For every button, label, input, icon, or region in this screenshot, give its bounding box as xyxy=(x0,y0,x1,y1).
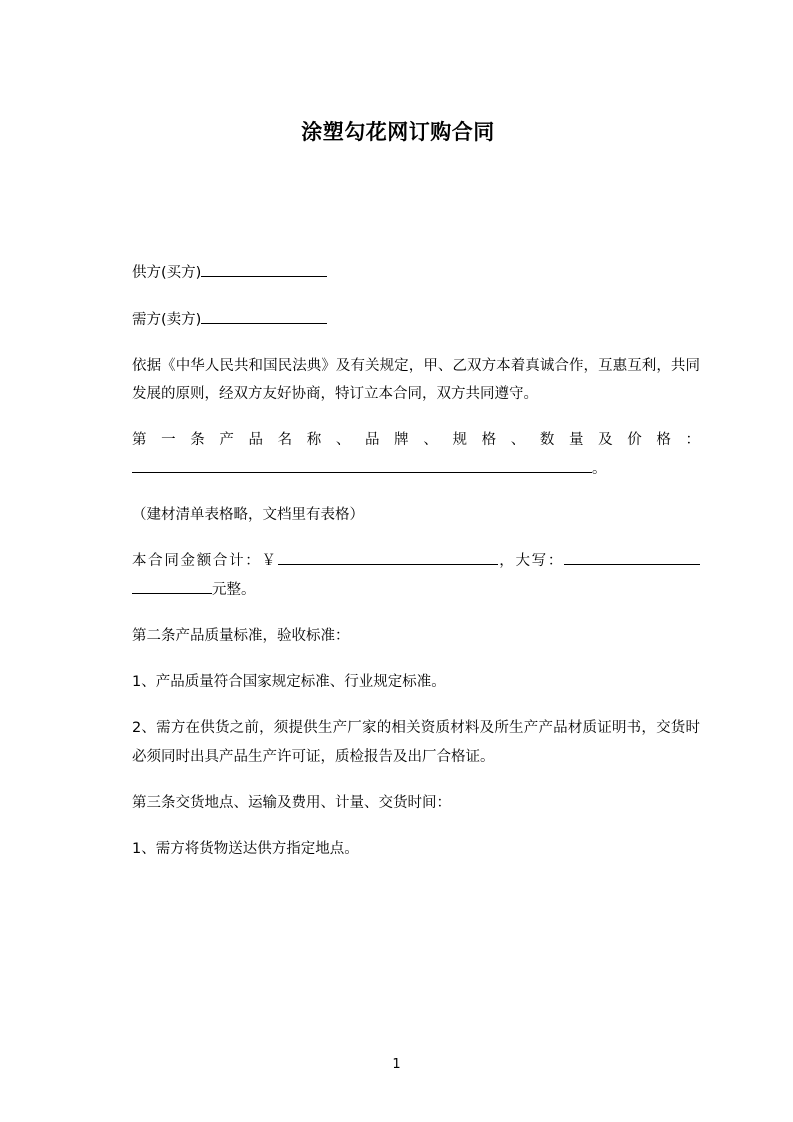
amount-tail: 元整。 xyxy=(212,581,256,598)
clause-1-text: 第一条产品名称、品牌、规格、数量及价格： xyxy=(132,432,700,449)
supplier-line xyxy=(96,259,700,287)
demander-line xyxy=(96,306,700,334)
clause-2-item-1-paragraph xyxy=(96,668,700,696)
preamble-paragraph xyxy=(96,352,700,409)
amount-figure-blank[interactable] xyxy=(278,550,498,566)
table-note-text: （建材清单表格略，文档里有表格） xyxy=(132,506,364,523)
amount-paragraph xyxy=(96,547,700,604)
clause-2-text: 第二条产品质量标准，验收标准： xyxy=(132,627,350,644)
clause-2-item-2-paragraph xyxy=(96,714,700,771)
clause-2-item-2-text: 2、需方在供货之前，须提供生产厂家的相关资质材料及所生产产品材质证明书，交货时必须同时出具产品生产许可证，质检报告及出厂合格证。 xyxy=(132,720,700,765)
clause-3-text: 第三条交货地点、运输及费用、计量、交货时间： xyxy=(132,794,451,811)
document-body xyxy=(96,118,700,881)
clause-1-blank-a[interactable] xyxy=(132,457,432,473)
title-spacer xyxy=(96,147,700,259)
clause-2-item-1-text: 1、产品质量符合国家规定标准、行业规定标准。 xyxy=(132,674,446,691)
clause-1-paragraph xyxy=(96,426,700,483)
amount-label: 本合同金额合计：￥ xyxy=(132,553,278,570)
demander-blank[interactable] xyxy=(201,308,327,324)
clause-2-paragraph xyxy=(96,622,700,650)
supplier-label: 供方(买方) xyxy=(132,265,202,282)
table-note-paragraph xyxy=(96,501,700,529)
supplier-blank[interactable] xyxy=(201,262,327,278)
clause-1-blank-b[interactable] xyxy=(432,457,592,473)
amount-middle-label: ，大写： xyxy=(497,553,565,570)
clause-1-tail: 。 xyxy=(592,460,607,477)
amount-words-blank-b[interactable] xyxy=(132,578,212,594)
page-title: 涂塑勾花网订购合同 xyxy=(301,120,495,144)
page-number: 1 xyxy=(392,1057,401,1072)
clause-3-item-1-text: 1、需方将货物送达供方指定地点。 xyxy=(132,841,359,858)
demander-label: 需方(卖方) xyxy=(132,311,202,328)
clause-3-paragraph xyxy=(96,789,700,817)
clause-3-item-1-paragraph xyxy=(96,835,700,863)
preamble-text: 依据《中华人民共和国民法典》及有关规定，甲、乙双方本着真诚合作，互惠互利，共同发展的原则，经双方友好协商，特订立本合同，双方共同遵守。 xyxy=(132,357,700,403)
amount-words-blank-a[interactable] xyxy=(564,550,700,566)
